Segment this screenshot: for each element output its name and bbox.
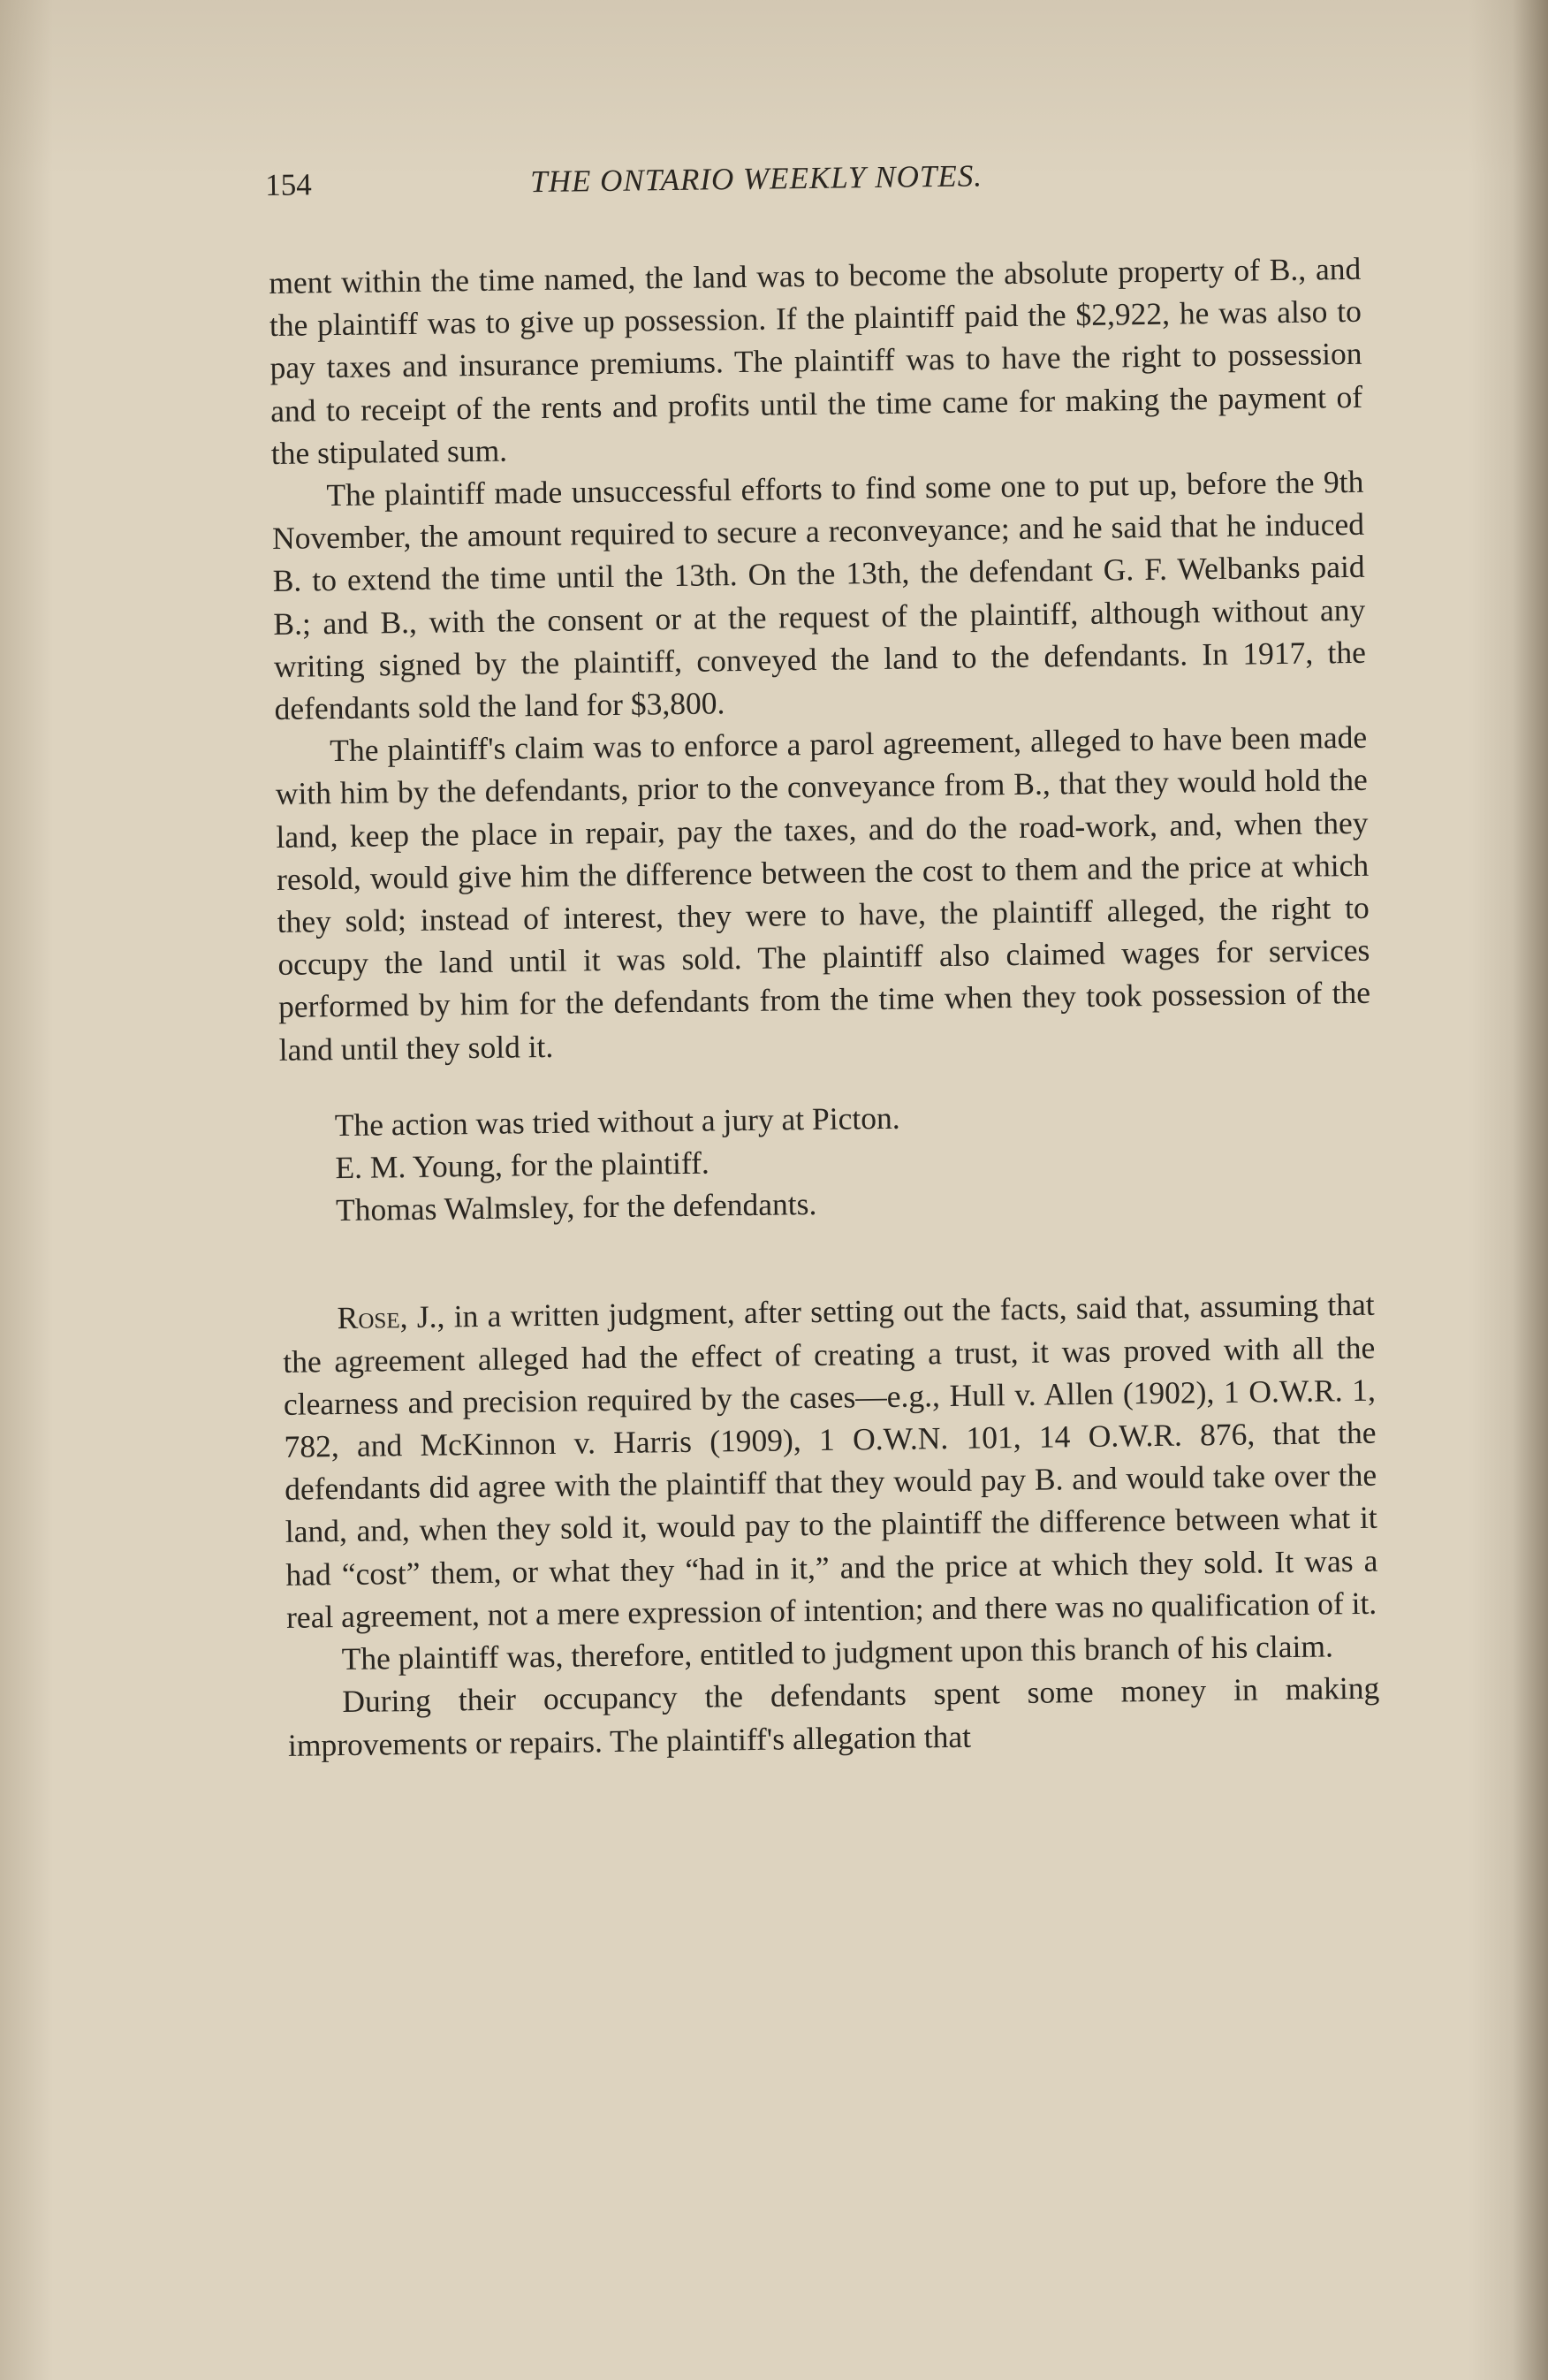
trial-note: The action was tried without a jury at Picton. [334, 1099, 900, 1143]
paragraph-1: ment within the time named, the land was to become the absolute property of B., and the plaintiff was to give up possession. If the plaintiff paid the $2,922, he was also to pay taxes and insurance premiums. The plaintiff was to have the right to possession and to receipt of the rents and profits until the time came for making the payment of the stipulated sum. [269, 250, 1363, 471]
paragraph-2: The plaintiff made unsuccessful efforts to find some one to put up, before the 9th November, the amount required to secure a reconveyance; and he said that he induced B. to extend the time until the 13th. On the 13th, the defendant G. F. Welbanks paid B.; and B., with the consent or at the request of the plaintiff, although without any writing signed by the plaintiff, conveyed the land to the defendants. In 1917, the defendants sold the land for $3,800. [271, 463, 1367, 726]
page-header [265, 154, 1361, 202]
paragraph-6: During their occupancy the defendants spent some money in making improvements or repairs. The plaintiff's allegation that [287, 1669, 1380, 1763]
paragraph-5: The plaintiff was, therefore, entitled to judgment upon this branch of his claim. [341, 1628, 1334, 1677]
counsel-plaintiff: E. M. Young, for the plaintiff. [335, 1144, 710, 1186]
counsel-defendants: Thomas Walmsley, for the defendants. [335, 1186, 817, 1228]
body-text [269, 247, 1380, 1767]
judgment-text: , J., in a written judgment, after setting out the facts, said that, assuming that the agreement alleged had the effect of creating a trust, it was proved with all the clearness and precision required by the cases—e.g., Hull v. Allen (1902), 1 O.W.R. 1, 782, and McKinnon v. Harris (1909), 1 O.W.N. 101, 14 O.W.R. 876, that the defendants did agree with the plaintiff that they would pay B. and would take over the land, and, when they sold it, would pay to the plaintiff the difference between what it had “cost” them, or what they “had in it,” and the price at which they sold. It was a real agreement, not a mere expression of intention; and there was no qualification of it. [283, 1287, 1378, 1635]
judge-name: Rose [337, 1299, 400, 1336]
paragraph-judgment [282, 1283, 1378, 1639]
running-title: THE ONTARIO WEEKLY NOTES. [529, 158, 983, 200]
page-number: 154 [265, 167, 313, 202]
paragraph-3: The plaintiff's claim was to enforce a parol agreement, alleged to have been made with him by the defendants, prior to the conveyance from B., that they would hold the land, keep the place in repair, pay the taxes, and do the road-work, and, when they resold, would give him the difference between the cost to them and the price at which they sold; instead of interest, they were to have, the plaintiff alleged, the right to occupy the land until it was sold. The plaintiff also claimed wages for services performed by him for the defendants from the time when they took possession of the land until they sold it. [275, 719, 1371, 1068]
